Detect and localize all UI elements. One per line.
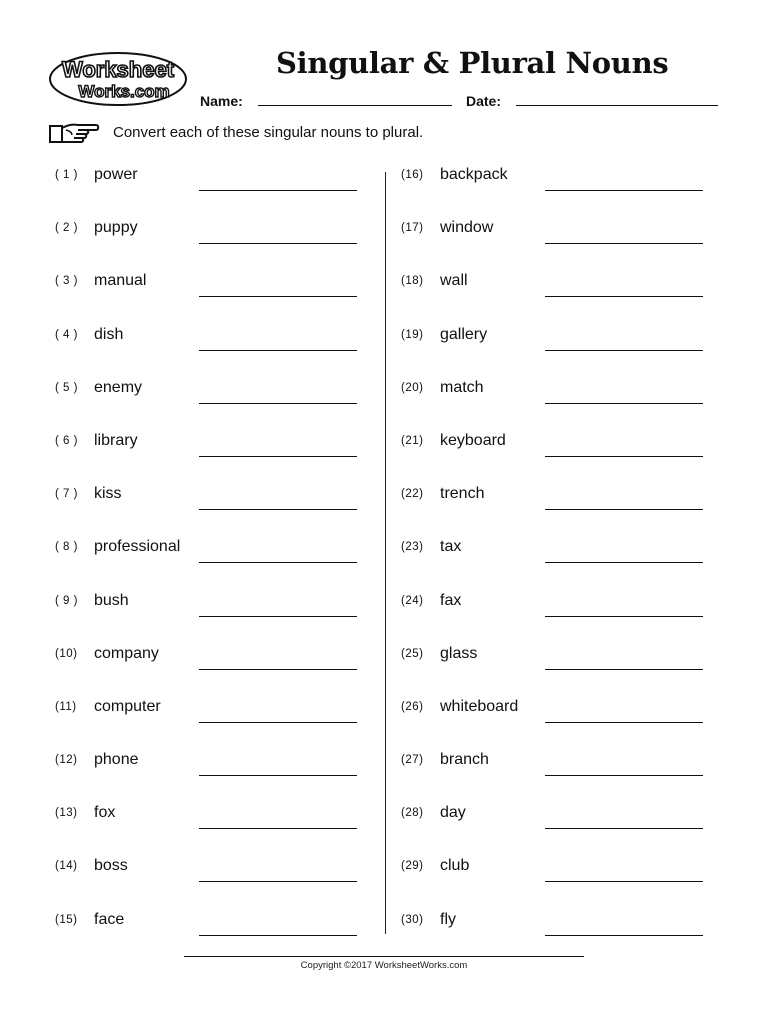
answer-line[interactable] [545,669,703,670]
answer-line[interactable] [545,509,703,510]
question-row [401,641,721,694]
question-number: ( 3 ) [55,275,78,288]
question-row [401,322,721,375]
question-number: ( 8 ) [55,541,78,554]
question-row [55,375,375,428]
question-row [401,428,721,481]
question-number: (13) [55,807,78,820]
singular-noun: whiteboard [440,697,519,715]
question-number: (20) [401,381,424,394]
question-row [55,322,375,375]
answer-line[interactable] [199,881,357,882]
answer-line[interactable] [545,350,703,351]
answer-line[interactable] [545,828,703,829]
answer-line[interactable] [199,775,357,776]
singular-noun: kiss [94,485,122,503]
answer-line[interactable] [545,562,703,563]
question-number: ( 9 ) [55,594,78,607]
question-row [401,162,721,215]
question-row [55,800,375,853]
answer-line[interactable] [199,828,357,829]
answer-line[interactable] [199,722,357,723]
question-number: ( 6 ) [55,434,78,447]
singular-noun: wall [440,272,468,290]
answer-line[interactable] [199,509,357,510]
answer-line[interactable] [199,669,357,670]
question-number: (12) [55,754,78,767]
singular-noun: manual [94,272,147,290]
singular-noun: face [94,910,125,928]
answer-line[interactable] [545,881,703,882]
question-number: (22) [401,488,424,501]
question-row [401,375,721,428]
question-row [55,588,375,641]
question-number: (16) [401,169,424,181]
singular-noun: trench [440,485,485,503]
answer-line[interactable] [545,935,703,936]
question-row [401,800,721,853]
singular-noun: glass [440,644,478,662]
date-field[interactable] [516,105,718,106]
singular-noun: bush [94,591,129,609]
singular-noun: fox [94,804,116,822]
singular-noun: branch [440,751,489,769]
question-row [401,907,721,960]
date-label: Date: [466,93,502,109]
singular-noun: tax [440,538,462,556]
singular-noun: gallery [440,325,488,343]
question-number: (30) [401,913,424,926]
question-number: ( 7 ) [55,488,78,501]
copyright-text: Copyright ©2017 WorksheetWorks.com [300,960,468,971]
question-number: (26) [401,700,424,713]
answer-line[interactable] [545,616,703,617]
singular-noun: dish [94,325,124,343]
answer-line[interactable] [199,243,357,244]
question-row [55,747,375,800]
answer-line[interactable] [545,456,703,457]
question-number: (14) [55,860,78,873]
question-number: ( 2 ) [55,222,78,235]
answer-line[interactable] [545,775,703,776]
answer-line[interactable] [199,296,357,297]
question-number: (10) [55,647,78,660]
question-row [55,268,375,321]
question-number: (27) [401,754,424,767]
question-row [55,215,375,268]
footer-rule [184,956,584,957]
singular-noun: professional [94,538,181,556]
singular-noun: keyboard [440,431,506,449]
worksheetworks-logo [48,50,190,110]
question-number: (29) [401,860,424,873]
name-label: Name: [200,93,243,109]
question-number: (18) [401,275,424,288]
question-row [401,853,721,906]
singular-noun: day [440,804,466,822]
singular-noun: computer [94,697,161,715]
singular-noun: company [94,644,159,662]
singular-noun: boss [94,857,128,875]
question-number: (24) [401,594,424,607]
question-row [55,162,375,215]
question-number: (25) [401,647,424,660]
question-row [401,588,721,641]
question-number: (17) [401,222,424,235]
answer-line[interactable] [199,456,357,457]
name-field[interactable] [258,105,452,106]
singular-noun: fly [440,910,456,928]
question-row [55,481,375,534]
singular-noun: window [440,219,494,237]
question-row [55,694,375,747]
page-title: Singular & Plural Nouns [276,46,669,80]
answer-line[interactable] [199,562,357,563]
answer-line[interactable] [199,190,357,191]
question-row [401,215,721,268]
question-number: ( 5 ) [55,381,78,394]
question-number: (11) [55,700,77,713]
question-row [55,641,375,694]
singular-noun: club [440,857,470,875]
left-question-column [55,162,375,960]
question-number: (15) [55,913,78,926]
question-row [55,534,375,587]
instruction-text: Convert each of these singular nouns to plural. [113,124,424,141]
singular-noun: library [94,431,138,449]
answer-line[interactable] [199,616,357,617]
singular-noun: backpack [440,166,508,183]
singular-noun: phone [94,751,139,769]
answer-line[interactable] [545,243,703,244]
question-number: (19) [401,328,424,341]
answer-line[interactable] [199,935,357,936]
singular-noun: fax [440,591,462,609]
answer-line[interactable] [545,403,703,404]
question-row [55,428,375,481]
question-row [401,534,721,587]
question-row [401,747,721,800]
question-number: (21) [401,434,424,447]
logo-line1: Worksheet [61,57,175,82]
answer-line[interactable] [545,296,703,297]
question-number: ( 1 ) [55,169,78,181]
question-number: (28) [401,807,424,820]
singular-noun: power [94,166,138,183]
question-row [55,853,375,906]
logo-line2: Works.com [78,82,170,101]
question-row [401,694,721,747]
answer-line[interactable] [199,350,357,351]
answer-line[interactable] [545,190,703,191]
singular-noun: enemy [94,378,143,396]
answer-line[interactable] [199,403,357,404]
singular-noun: match [440,378,484,396]
column-divider [385,172,386,934]
right-question-column [401,162,721,960]
question-row [55,907,375,960]
question-row [401,481,721,534]
singular-noun: puppy [94,219,138,237]
question-number: ( 4 ) [55,328,78,341]
answer-line[interactable] [545,722,703,723]
question-row [401,268,721,321]
question-number: (23) [401,541,424,554]
pointing-hand-icon [48,122,100,146]
logo-graphic [48,50,190,110]
